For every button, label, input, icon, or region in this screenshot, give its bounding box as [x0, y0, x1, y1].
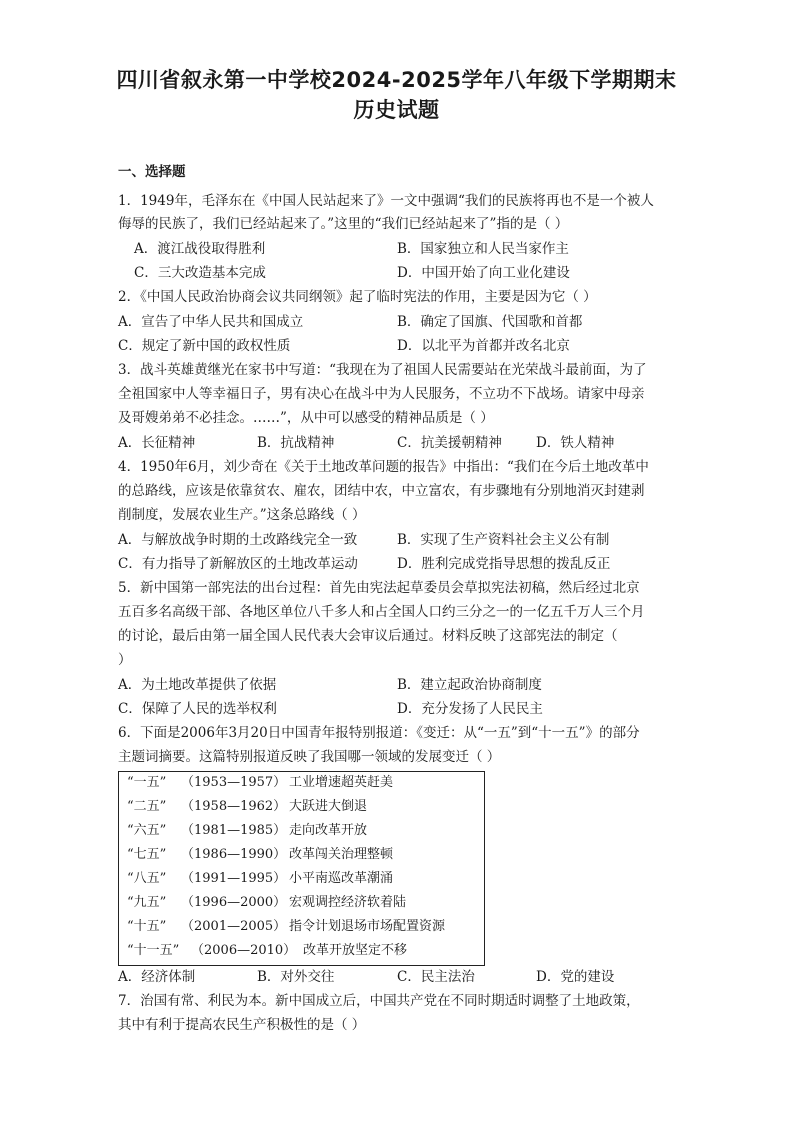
q6-option-b: B．对外交往 — [257, 969, 335, 985]
q1-stem-line1: 1．1949年，毛泽东在《中国人民站起来了》一文中强调“我们的民族将再也不是一个被人 — [118, 193, 654, 209]
plan-name: “一五” — [127, 775, 167, 790]
plan-theme: 走向改革开放 — [289, 823, 368, 838]
plan-theme: 指令计划退场市场配置资源 — [289, 919, 446, 934]
q1-option-d: D．中国开始了向工业化建设 — [397, 265, 570, 281]
plan-name: “六五” — [127, 823, 167, 838]
plan-years: （1981—1985） — [181, 823, 287, 838]
plan-theme: 工业增速超英赶美 — [289, 775, 394, 790]
q5-stem-line2: 五百多名高级干部、各地区单位八千多人和占全国人口约三分之一的一亿五千万人三个月 — [118, 604, 645, 620]
plan-theme: 大跃进大倒退 — [289, 799, 368, 814]
plan-years: （2006—2010） — [191, 943, 297, 958]
q3-option-b: B．抗战精神 — [257, 435, 335, 451]
plan-years: （1986—1990） — [181, 847, 287, 862]
q6-stem-line1: 6．下面是2006年3月20日中国青年报特别报道：《变迁：从“一五”到“十一五”》的部分 — [118, 725, 640, 741]
plan-theme: 宏观调控经济软着陆 — [289, 895, 407, 910]
q6-option-c: C．民主法治 — [397, 969, 475, 985]
q6-option-d: D．党的建设 — [536, 969, 615, 985]
q5-stem-line3: 的讨论，最后由第一届全国人民代表大会审议后通过。材料反映了这部宪法的制定（ — [118, 628, 618, 644]
q3-stem-line1: 3．战斗英雄黄继光在家书中写道：“我现在为了祖国人民需要站在光荣战斗最前面，为了 — [118, 362, 647, 378]
q4-option-a: A．与解放战争时期的土改路线完全一致 — [118, 532, 358, 548]
table-row — [127, 917, 445, 937]
q5-stem-line1: 5．新中国第一部宪法的出台过程：首先由宪法起草委员会草拟宪法初稿，然后经过北京 — [118, 580, 640, 596]
q6-option-a: A．经济体制 — [118, 969, 196, 985]
q5-option-c: C．保障了人民的选举权利 — [118, 701, 277, 717]
table-row — [127, 893, 406, 913]
table-row — [127, 869, 393, 889]
table-row — [127, 941, 407, 961]
plan-years: （1996—2000） — [181, 895, 287, 910]
plan-name: “十一五” — [127, 943, 180, 958]
q7-stem-line1: 7．治国有常、利民为本。新中国成立后，中国共产党在不同时期适时调整了土地政策， — [118, 993, 640, 1009]
q2-option-c: C．规定了新中国的政权性质 — [118, 338, 291, 354]
q4-stem-line3: 削制度，发展农业生产。”这条总路线（ ） — [118, 507, 366, 523]
q4-stem-line1: 4．1950年6月，刘少奇在《关于土地改革问题的报告》中指出：“我们在今后土地改革中 — [118, 459, 649, 475]
q1-option-b: B．国家独立和人民当家作主 — [397, 241, 569, 257]
q7-stem-line2: 其中有利于提高农民生产积极性的是（ ） — [118, 1017, 366, 1033]
plan-name: “九五” — [127, 895, 167, 910]
exam-title-line2: 历史试题 — [353, 98, 440, 122]
plan-years: （1953—1957） — [181, 775, 287, 790]
q3-stem-line3: 及哥嫂弟弟不必挂念。……”，从中可以感受的精神品质是（ ） — [118, 410, 494, 426]
exam-title-line1: 四川省叙永第一中学校2024-2025学年八年级下学期期末 — [116, 68, 677, 92]
plan-years: （2001—2005） — [181, 919, 287, 934]
q5-stem-line4: ） — [118, 652, 132, 668]
q3-stem-line2: 全祖国家中人等幸福日子，男有决心在战斗中为人民服务，不立功不下战场。请家中母亲 — [118, 386, 645, 402]
q3-option-d: D．铁人精神 — [536, 435, 615, 451]
q1-stem-line2: 侮辱的民族了，我们已经站起来了。”这里的“我们已经站起来了”指的是（ ） — [118, 216, 569, 232]
table-row — [127, 845, 393, 865]
table-row — [127, 797, 367, 817]
plan-name: “八五” — [127, 871, 167, 886]
q6-stem-line2: 主题词摘要。这篇特别报道反映了我国哪一领域的发展变迁（ ） — [118, 749, 501, 765]
q4-stem-line2: 的总路线，应该是依靠贫农、雇农，团结中农，中立富农，有步骤地有分别地消灭封建剥 — [118, 483, 645, 499]
plan-years: （1958—1962） — [181, 799, 287, 814]
table-row — [127, 773, 393, 793]
plan-theme: 改革开放坚定不移 — [303, 943, 408, 958]
q2-option-a: A．宣告了中华人民共和国成立 — [118, 314, 304, 330]
five-year-plan-table — [118, 771, 485, 966]
q5-option-b: B．建立起政治协商制度 — [397, 677, 542, 693]
q4-option-b: B．实现了生产资料社会主义公有制 — [397, 532, 610, 548]
table-row — [127, 821, 367, 841]
q2-option-b: B．确定了国旗、代国歌和首都 — [397, 314, 583, 330]
q5-option-a: A．为土地改革提供了依据 — [118, 677, 277, 693]
q2-option-d: D．以北平为首都并改名北京 — [397, 338, 570, 354]
q4-option-c: C．有力指导了新解放区的土地改革运动 — [118, 556, 358, 572]
plan-theme: 改革闯关治理整顿 — [289, 847, 394, 862]
q3-option-c: C．抗美援朝精神 — [397, 435, 502, 451]
q1-option-a: A．渡江战役取得胜利 — [134, 241, 266, 257]
section-heading: 一、选择题 — [118, 164, 186, 180]
q2-stem-line1: 2．《中国人民政治协商会议共同纲领》起了临时宪法的作用，主要是因为它（ ） — [118, 289, 597, 305]
plan-years: （1991—1995） — [181, 871, 287, 886]
q4-option-d: D．胜利完成党指导思想的拨乱反正 — [397, 556, 611, 572]
plan-name: “七五” — [127, 847, 167, 862]
q3-option-a: A．长征精神 — [118, 435, 196, 451]
plan-theme: 小平南巡改革潮涌 — [289, 871, 394, 886]
plan-name: “十五” — [127, 919, 167, 934]
q1-option-c: C．三大改造基本完成 — [134, 265, 266, 281]
plan-name: “二五” — [127, 799, 167, 814]
q5-option-d: D．充分发扬了人民民主 — [397, 701, 543, 717]
